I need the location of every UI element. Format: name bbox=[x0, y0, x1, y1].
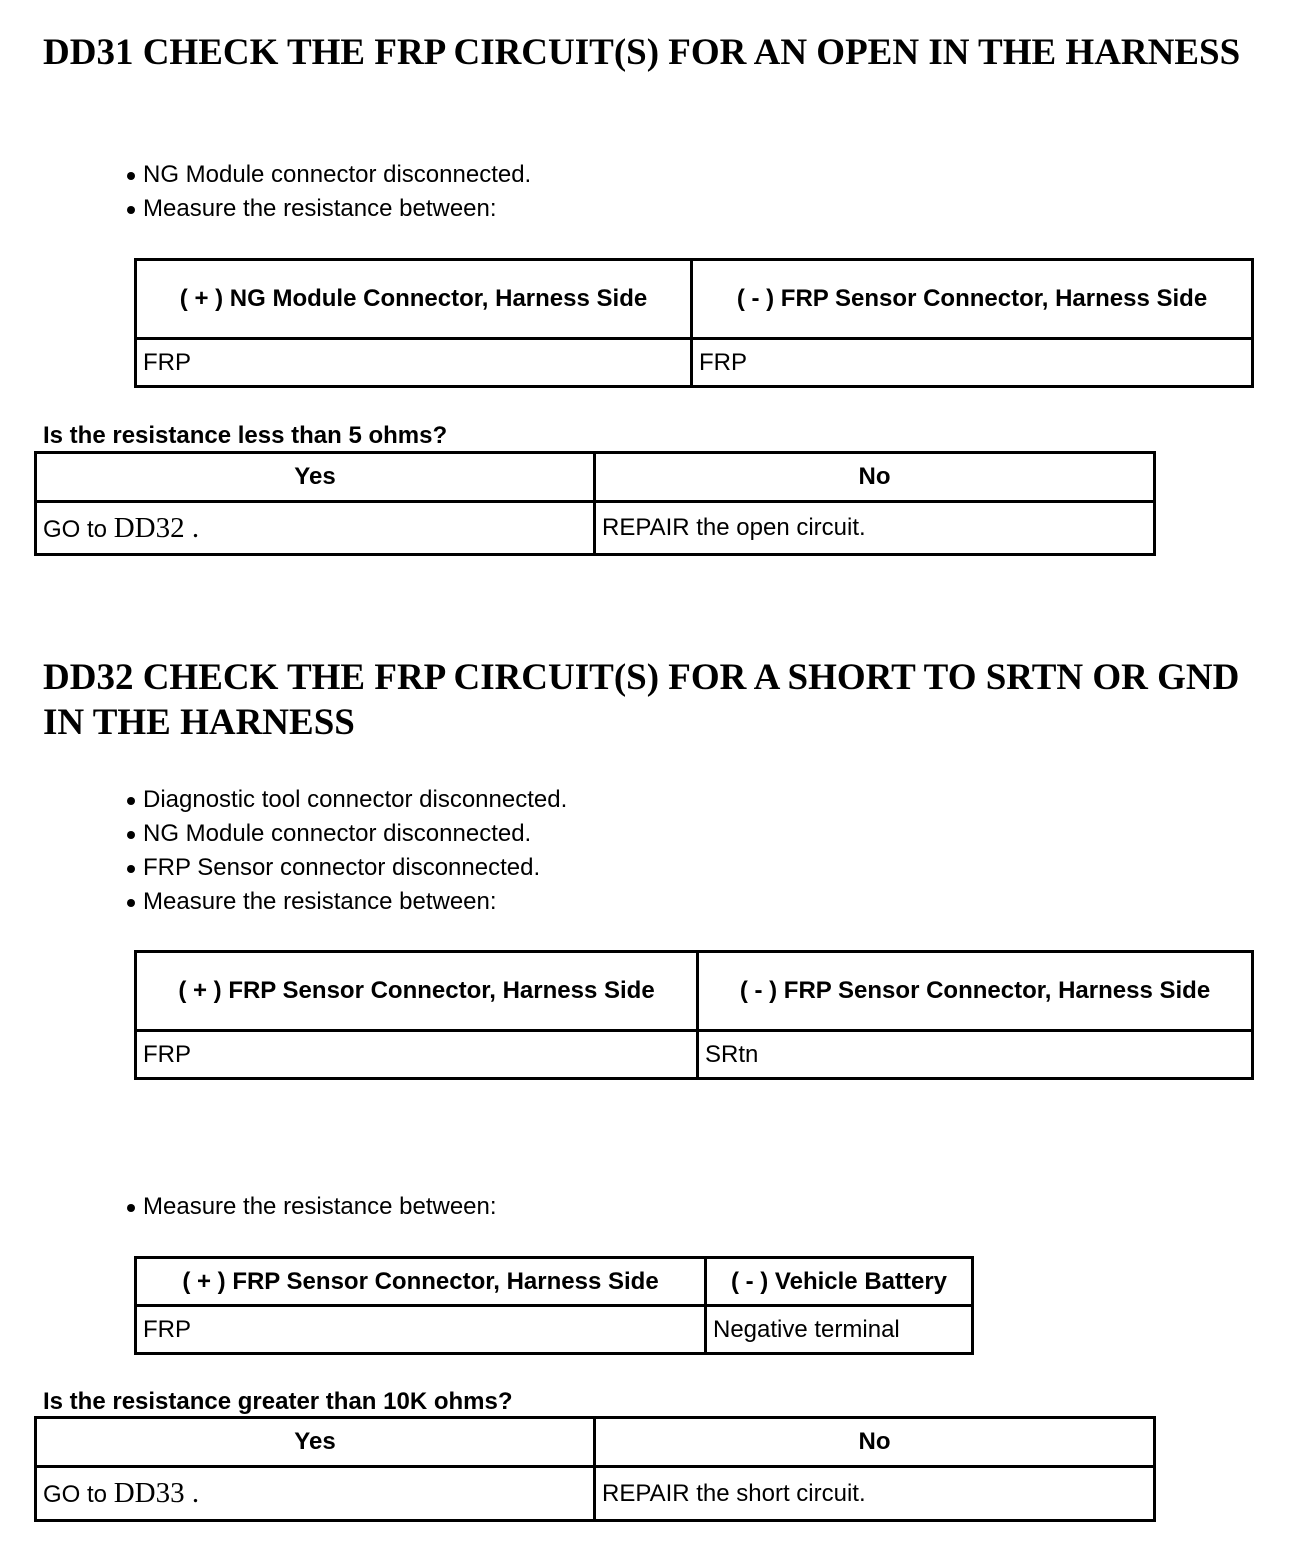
table-header: ( - ) FRP Sensor Connector, Harness Side bbox=[692, 260, 1253, 339]
table-cell: FRP bbox=[692, 339, 1253, 387]
table-header: ( - ) FRP Sensor Connector, Harness Side bbox=[698, 952, 1253, 1031]
table-cell: FRP bbox=[136, 1306, 706, 1354]
no-cell: REPAIR the short circuit. bbox=[595, 1467, 1155, 1521]
goto-dd32-link[interactable]: DD32 bbox=[113, 511, 185, 544]
yes-cell: GO to DD33 . bbox=[36, 1467, 595, 1521]
no-header: No bbox=[595, 453, 1155, 502]
yes-header: Yes bbox=[36, 1418, 595, 1467]
table-header: ( - ) Vehicle Battery bbox=[706, 1258, 973, 1306]
list-item: Measure the resistance between: bbox=[126, 1190, 497, 1224]
dd32-question: Is the resistance greater than 10K ohms? bbox=[43, 1388, 513, 1415]
dd31-question: Is the resistance less than 5 ohms? bbox=[43, 422, 448, 449]
list-item: NG Module connector disconnected. bbox=[126, 817, 567, 851]
list-item: Measure the resistance between: bbox=[126, 885, 567, 919]
list-item: FRP Sensor connector disconnected. bbox=[126, 851, 567, 885]
table-cell: FRP bbox=[136, 1031, 698, 1079]
yes-header: Yes bbox=[36, 453, 595, 502]
no-cell: REPAIR the open circuit. bbox=[595, 502, 1155, 555]
table-header: ( + ) NG Module Connector, Harness Side bbox=[136, 260, 692, 339]
table-cell: Negative terminal bbox=[706, 1306, 973, 1354]
table-header: ( + ) FRP Sensor Connector, Harness Side bbox=[136, 1258, 706, 1306]
list-item: NG Module connector disconnected. bbox=[126, 158, 531, 192]
yes-cell: GO to DD32 . bbox=[36, 502, 595, 555]
list-item: Measure the resistance between: bbox=[126, 192, 531, 226]
dd31-bullet-list bbox=[126, 158, 531, 226]
dd31-measure-table bbox=[134, 258, 1254, 388]
list-item: Diagnostic tool connector disconnected. bbox=[126, 783, 567, 817]
table-cell: FRP bbox=[136, 339, 692, 387]
dd31-heading: DD31 CHECK THE FRP CIRCUIT(S) FOR AN OPEN IN THE HARNESS bbox=[43, 32, 1241, 73]
dd32-measure-table-1 bbox=[134, 950, 1254, 1080]
dd32-bullet-list bbox=[126, 783, 567, 919]
dd32-answer-table bbox=[34, 1416, 1156, 1522]
dd32-measure-table-2 bbox=[134, 1256, 974, 1355]
no-header: No bbox=[595, 1418, 1155, 1467]
table-header: ( + ) FRP Sensor Connector, Harness Side bbox=[136, 952, 698, 1031]
goto-dd33-link[interactable]: DD33 bbox=[113, 1477, 185, 1509]
dd32-bullet-list-2 bbox=[126, 1190, 497, 1224]
dd32-heading: DD32 CHECK THE FRP CIRCUIT(S) FOR A SHORT TO SRTN OR GND IN THE HARNESS bbox=[43, 657, 1240, 743]
table-cell: SRtn bbox=[698, 1031, 1253, 1079]
dd31-answer-table bbox=[34, 451, 1156, 556]
